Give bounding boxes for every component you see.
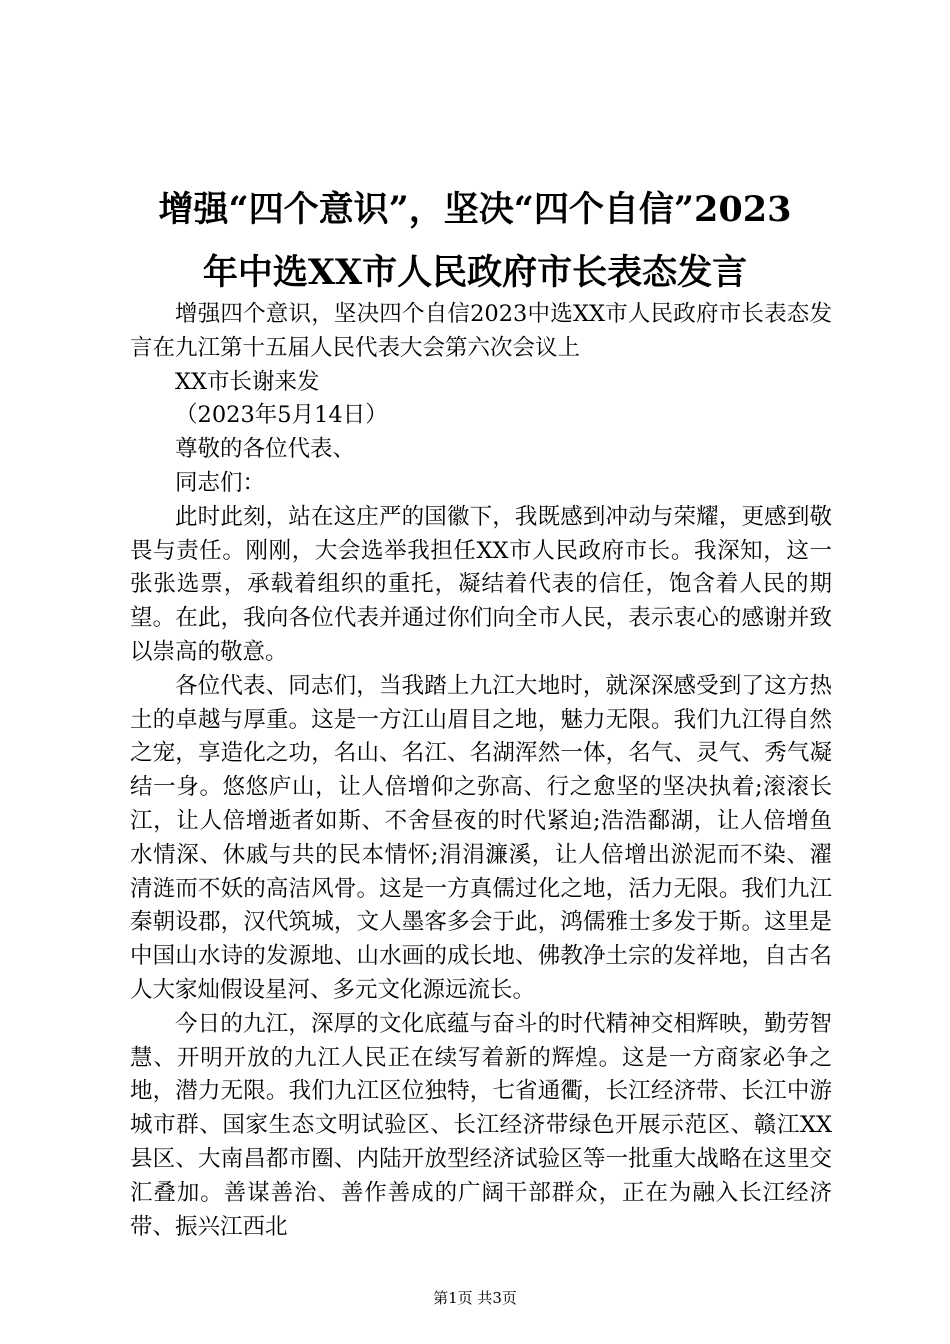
body-paragraph: 此时此刻，站在这庄严的国徽下，我既感到冲动与荣耀，更感到敬畏与责任。刚刚，大会选举我担任XX市人民政府市长。我深知，这一张张选票，承载着组织的重托，凝结着代表的信任，饱含着人民的期望。在此，我向各位代表并通过你们向全市人民，表示衷心的感谢并致以崇高的敬意。	[130, 503, 832, 665]
document-body	[130, 298, 832, 1244]
document-title-line-1: 增强“四个意识”，坚决“四个自信”2023	[158, 189, 792, 230]
salutation-line-1: 尊敬的各位代表、	[175, 436, 356, 463]
body-paragraph: 各位代表、同志们，当我踏上九江大地时，就深深感受到了这方热土的卓越与厚重。这是一方江山眉目之地，魅力无限。我们九江得自然之宠，享造化之功，名山、名江、名湖浑然一体，名气、灵气、秀气凝结一身。悠悠庐山，让人倍增仰之弥高、行之愈坚的坚决执着;滚滚长江，让人倍增逝者如斯、不舍昼夜的时代紧迫;浩浩鄱湖，让人倍增鱼水情深、休戚与共的民本情怀;涓涓濂溪，让人倍增出淤泥而不染、濯清涟而不妖的高洁风骨。这是一方真儒过化之地，活力无限。我们九江秦朝设郡，汉代筑城，文人墨客多会于此，鸿儒雅士多发于斯。这里是中国山水诗的发源地、山水画的成长地、佛教净土宗的发祥地，自古名人大家灿假设星河、多元文化源远流长。	[130, 672, 832, 1003]
speaker-line: XX市长谢来发	[175, 368, 320, 395]
body-paragraph: 今日的九江，深厚的文化底蕴与奋斗的时代精神交相辉映，勤劳智慧、开明开放的九江人民正在续写着新的辉煌。这是一方商家必争之地，潜力无限。我们九江区位独特，七省通衢，长江经济带、长江中游城市群、国家生态文明试验区、长江经济带绿色开展示范区、赣江XX县区、大南昌都市圈、内陆开放型经济试验区等一批重大战略在这里交汇叠加。善谋善治、善作善成的广阔干部群众，正在为融入长江经济带、振兴江西北	[130, 1010, 832, 1240]
document-title-line-2: 年中选XX市人民政府市长表态发言	[202, 252, 748, 293]
date-line: （2023年5月14日）	[175, 402, 388, 429]
salutation-line-2: 同志们：	[175, 469, 266, 496]
page-number-footer: 第1页 共3页	[433, 1289, 517, 1307]
intro-paragraph: 增强四个意识，坚决四个自信2023中选XX市人民政府市长表态发言在九江第十五届人民代表大会第六次会议上	[130, 301, 832, 361]
